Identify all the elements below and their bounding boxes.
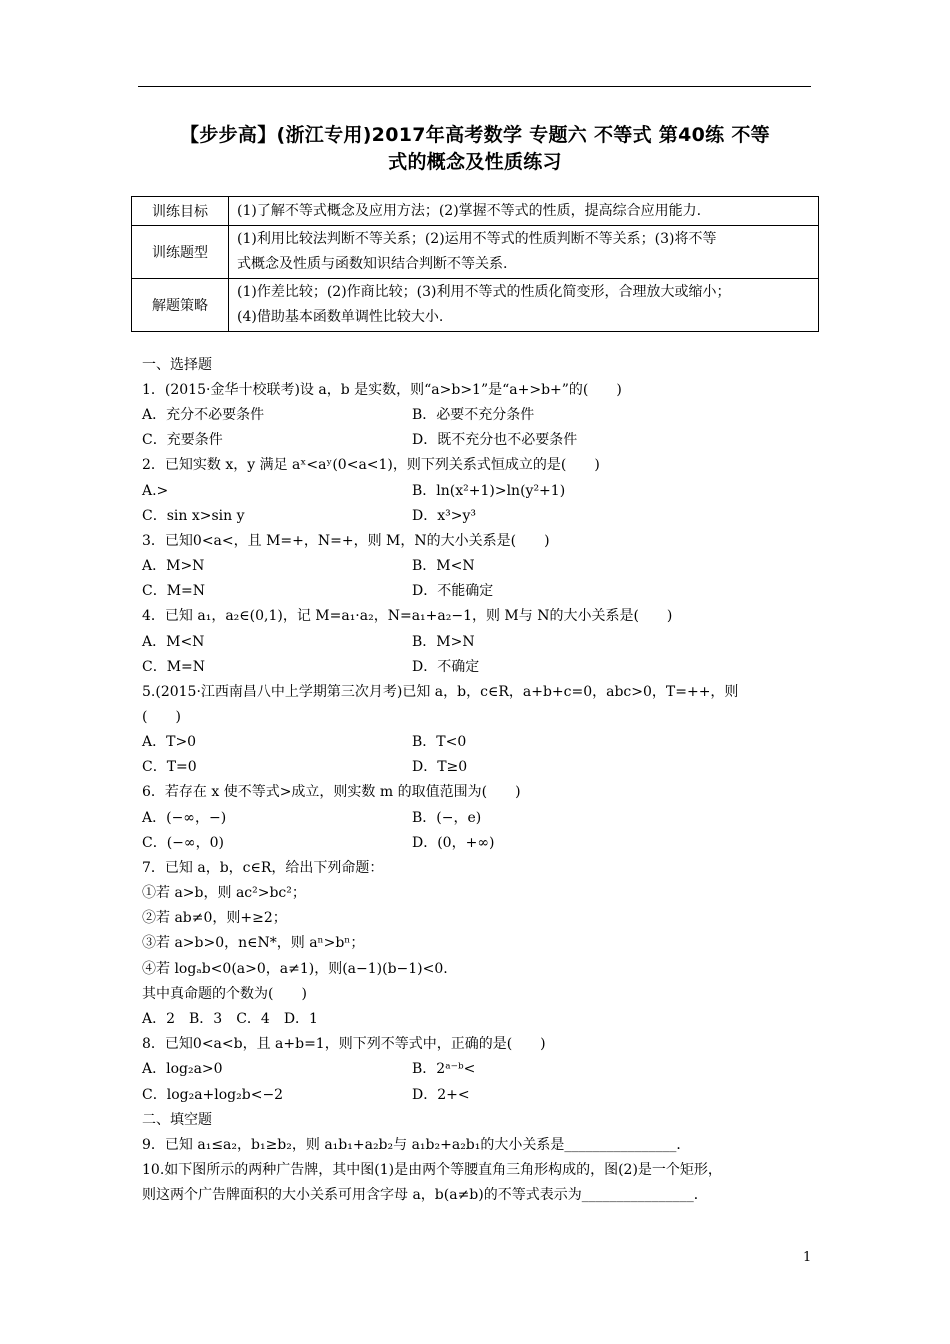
row-content: [229, 197, 819, 226]
question-6-stem: 6．若存在 x 使不等式>成立，则实数 m 的取值范围为( ): [142, 784, 521, 800]
question-1-stem: 1．(2015·金华十校联考)设 a，b 是实数，则“a>b>1”是“a+>b+”的( ): [142, 382, 622, 398]
question-1-option-a: A．充分不必要条件: [142, 407, 265, 423]
row-line: 式概念及性质与函数知识结合判断不等关系.: [237, 256, 508, 272]
question-3-option-c: C．M=N: [142, 583, 206, 599]
question-4-stem: 4．已知 a₁，a₂∈(0,1)，记 M=a₁·a₂，N=a₁+a₂−1，则 M与 N的大小关系是( ): [142, 608, 673, 624]
training-info-table: [131, 196, 819, 332]
question-5-option-b: B．T<0: [412, 734, 467, 750]
row-line: (1)了解不等式概念及应用方法；(2)掌握不等式的性质，提高综合应用能力.: [237, 202, 702, 219]
question-2-option-d: D．x³>y³: [412, 508, 476, 524]
header-rule: [138, 86, 811, 87]
question-6-option-a: A．(−∞，−): [142, 810, 227, 826]
question-8-stem: 8．已知0<a<b，且 a+b=1，则下列不等式中，正确的是( ): [142, 1036, 546, 1052]
question-4-option-c: C．M=N: [142, 659, 206, 675]
section-heading-choice: 一、选择题: [142, 357, 212, 373]
question-2-option-a: A.>: [142, 483, 169, 499]
question-3-stem: 3．已知0<a<，且 M=+，N=+，则 M，N的大小关系是( ): [142, 533, 550, 549]
question-2-stem: 2．已知实数 x，y 满足 aˣ<aʸ(0<a<1)，则下列关系式恒成立的是( ): [142, 457, 600, 473]
row-line: (1)利用比较法判断不等关系；(2)运用不等式的性质判断不等关系；(3)将不等: [237, 231, 717, 247]
section-heading-fill: 二、填空题: [142, 1112, 212, 1128]
question-8-option-d: D．2+<: [412, 1087, 470, 1103]
row-line: (4)借助基本函数单调性比较大小.: [237, 309, 444, 325]
question-6-option-b: B．(−，e): [412, 810, 482, 826]
row-label: 解题策略: [132, 279, 229, 332]
question-9-stem: 9．已知 a₁≤a₂，b₁≥b₂，则 a₁b₁+a₂b₂与 a₁b₂+a₂b₁的大小关系是________________．: [142, 1137, 691, 1153]
page-title: [132, 122, 818, 176]
question-10-stem-cont: 则这两个广告牌面积的大小关系可用含字母 a，b(a≠b)的不等式表示为________________．: [142, 1187, 708, 1203]
question-7-stem: 7．已知 a，b，c∈R，给出下列命题：: [142, 860, 384, 876]
question-2-option-b: B．ln(x²+1)>ln(y²+1): [412, 483, 566, 499]
question-4-option-d: D．不确定: [412, 659, 480, 675]
question-5-option-c: C．T=0: [142, 759, 197, 775]
question-6-option-d: D．(0，+∞): [412, 835, 495, 851]
question-7-proposition-3: ③若 a>b>0，n∈N*，则 aⁿ>bⁿ；: [142, 935, 365, 951]
question-4-option-a: A．M<N: [142, 634, 205, 650]
row-label: 训练目标: [132, 197, 229, 226]
question-5-option-a: A．T>0: [142, 734, 197, 750]
table-row: [132, 197, 819, 226]
question-6-option-c: C．(−∞，0): [142, 835, 224, 851]
question-7-proposition-4: ④若 logₐb<0(a>0，a≠1)，则(a−1)(b−1)<0.: [142, 961, 448, 977]
row-label: 训练题型: [132, 226, 229, 279]
question-5-stem-cont: ( ): [142, 709, 181, 725]
page-number: 1: [803, 1250, 812, 1265]
row-line: (1)作差比较；(2)作商比较；(3)利用不等式的性质化简变形，合理放大或缩小；: [237, 284, 731, 300]
row-content: [229, 279, 819, 332]
question-3-option-a: A．M>N: [142, 558, 205, 574]
row-content: [229, 226, 819, 279]
question-8-option-a: A．log₂a>0: [142, 1061, 223, 1077]
question-8-option-b: B．2ᵃ⁻ᵇ<: [412, 1061, 476, 1077]
question-3-option-b: B．M<N: [412, 558, 475, 574]
table-row: [132, 279, 819, 332]
question-4-option-b: B．M>N: [412, 634, 475, 650]
question-7-ask: 其中真命题的个数为( ): [142, 986, 307, 1002]
question-7-proposition-1: ①若 a>b，则 ac²>bc²；: [142, 885, 306, 901]
title-line-2: 式的概念及性质练习: [388, 151, 562, 173]
question-7-options: A．2 B．3 C．4 D．1: [142, 1011, 318, 1027]
question-1-option-d: D．既不充分也不必要条件: [412, 432, 578, 448]
question-5-option-d: D．T≥0: [412, 759, 468, 775]
question-7-proposition-2: ②若 ab≠0，则+≥2；: [142, 910, 287, 926]
question-10-stem: 10.如下图所示的两种广告牌，其中图(1)是由两个等腰直角三角形构成的，图(2)是一个矩形，: [142, 1162, 722, 1178]
question-5-stem: 5.(2015·江西南昌八中上学期第三次月考)已知 a，b，c∈R，a+b+c=0，abc>0，T=++，则: [142, 684, 739, 700]
question-1-option-b: B．必要不充分条件: [412, 407, 535, 423]
question-8-option-c: C．log₂a+log₂b<−2: [142, 1087, 284, 1103]
question-3-option-d: D．不能确定: [412, 583, 494, 599]
question-2-option-c: C．sin x>sin y: [142, 508, 245, 524]
table-row: [132, 226, 819, 279]
title-line-1: 【步步高】(浙江专用)2017年高考数学 专题六 不等式 第40练 不等: [180, 124, 770, 146]
question-1-option-c: C．充要条件: [142, 432, 223, 448]
